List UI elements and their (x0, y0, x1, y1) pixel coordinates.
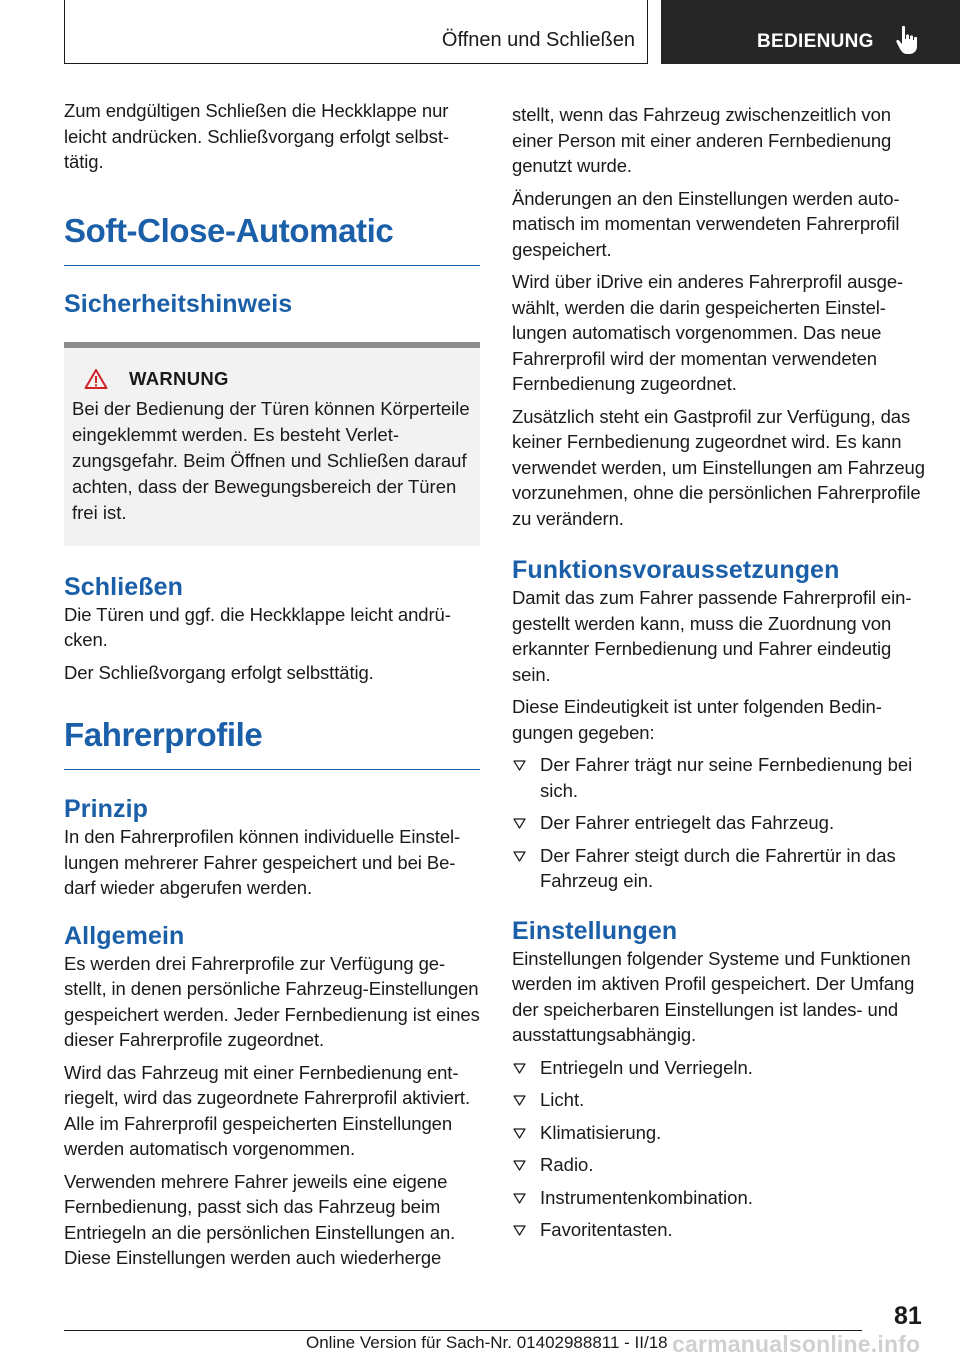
general-paragraph-2: Wird das Fahrzeug mit einer Fernbedienung entriegelt, wird das zugeordnete Fahrerprofil aktiviert. Alle im Fahrerprofil gespeicherten Einstellungen werden automatisch vorgenommen. (64, 1061, 471, 1159)
settings-list (512, 1055, 928, 1243)
driver-profiles-title: Fahrerprofile (64, 715, 480, 770)
warning-triangle-icon (84, 368, 108, 390)
triangle-bullet-icon (513, 1128, 526, 1139)
header-section-box (661, 0, 960, 64)
chapter-title: Öffnen und Schließen (441, 29, 635, 51)
continued-paragraph-4: Zusätzlich steht ein Gastprofil zur Verfügung, das keiner Fernbedienung zugeordnet wird. Es kann verwendet werden, um Einstellungen am Fahrzeug vorzunehmen, ohne die persönlichen Fahrerprofile zu verändern. (512, 405, 925, 529)
continued-paragraph-1: stellt, wenn das Fahrzeug zwischenzeitlich von einer Person mit einer anderen Fernbedienung genutzt wurde. (512, 104, 892, 176)
triangle-bullet-icon (513, 1193, 526, 1204)
list-item: Favoritentasten. (512, 1217, 928, 1243)
list-item: Der Fahrer entriegelt das Fahrzeug. (512, 810, 928, 836)
pointing-hand-icon (895, 24, 921, 56)
continued-paragraph-2: Änderungen an den Einstellungen werden automatisch im momentan verwendeten Fahrerprofil gespeichert. (512, 187, 900, 260)
closing-heading: Schließen (64, 572, 183, 601)
header-chapter-box (64, 0, 648, 64)
general-paragraph-1: Es werden drei Fahrerprofile zur Verfügung gestellt, in denen persönliche Fahrzeug-Einstellungen gespeichert werden. Jeder Fernbedienung ist eines dieser Fahrerprofile zugeordnet. (64, 952, 480, 1050)
requirements-list (512, 752, 928, 894)
warning-text: Bei der Bedienung der Türen können Körperteile eingeklemmt werden. Es besteht Verletzungsgefahr. Beim Öffnen und Schließen darauf achten, dass der Bewegungsbereich der Türen frei ist. (72, 397, 470, 523)
continued-paragraph-3: Wird über iDrive ein anderes Fahrerprofil ausgewählt, werden die darin gespeicherten Einstellungen automatisch vorgenommen. Das neue Fahrerprofil wird der momentan verwendeten Fernbedienung zugeordnet. (512, 271, 904, 394)
triangle-bullet-icon (513, 1160, 526, 1171)
list-item: Der Fahrer steigt durch die Fahrertür in das Fahrzeug ein. (512, 843, 928, 894)
list-item: Instrumentenkombination. (512, 1185, 928, 1211)
warning-header (72, 368, 472, 390)
warning-box (64, 342, 480, 546)
requirements-paragraph-2: Diese Eindeutigkeit ist unter folgenden Bedingungen gegeben: (512, 696, 882, 743)
principle-heading: Prinzip (64, 795, 149, 823)
closing-paragraph-2: Der Schließvorgang erfolgt selbsttätig. (64, 661, 374, 683)
list-item: Licht. (512, 1087, 928, 1113)
safety-heading: Sicherheitshinweis (64, 289, 293, 318)
triangle-bullet-icon (513, 1225, 526, 1236)
triangle-bullet-icon (513, 1095, 526, 1106)
requirements-paragraph-1: Damit das zum Fahrer passende Fahrerprofil eingestellt werden kann, muss die Zuordnung von erkannter Fernbedienung und Fahrer eindeutig sein. (512, 587, 912, 685)
soft-close-title: Soft-Close-Automatic (64, 211, 480, 266)
list-item: Entriegeln und Verriegeln. (512, 1055, 928, 1081)
triangle-bullet-icon (513, 760, 526, 771)
requirements-heading: Funktionsvoraussetzungen (512, 556, 840, 584)
list-item: Klimatisierung. (512, 1120, 928, 1146)
intro-paragraph: Zum endgültigen Schließen die Heckklappe nur leicht andrücken. Schließvorgang erfolgt selbsttätig. (64, 100, 450, 172)
list-item: Der Fahrer trägt nur seine Fernbedienung bei sich. (512, 752, 928, 803)
triangle-bullet-icon (513, 851, 526, 862)
page-number: 81 (894, 1302, 922, 1330)
online-version-text: Online Version für Sach-Nr. 01402988811 - II/18 (306, 1333, 668, 1352)
watermark: carmanualsonline.info (672, 1331, 921, 1357)
warning-label: WARNUNG (129, 367, 229, 389)
general-heading: Allgemein (64, 921, 185, 950)
triangle-bullet-icon (513, 1063, 526, 1074)
general-paragraph-3: Verwenden mehrere Fahrer jeweils eine eigene Fernbedienung, passt sich das Fahrzeug beim Entriegeln an die persönlichen Einstellungen an. Diese Einstellungen werden auch wiederherge (64, 1170, 456, 1268)
triangle-bullet-icon (513, 818, 526, 829)
list-item: Radio. (512, 1152, 928, 1178)
right-column (512, 102, 928, 1250)
settings-paragraph: Einstellungen folgender Systeme und Funktionen werden im aktiven Profil gespeichert. Der Umfang der speicherbaren Einstellungen ist landes- und ausstattungsabhängig. (512, 947, 915, 1045)
section-label: BEDIENUNG (757, 31, 874, 52)
left-column (64, 98, 480, 1278)
closing-paragraph-1: Die Türen und ggf. die Heckklappe leicht andrücken. (64, 603, 451, 650)
settings-heading: Einstellungen (512, 916, 678, 945)
principle-paragraph: In den Fahrerprofilen können individuelle Einstellungen mehrerer Fahrer gespeichert und bei Bedarf wieder abgerufen werden. (64, 826, 461, 898)
